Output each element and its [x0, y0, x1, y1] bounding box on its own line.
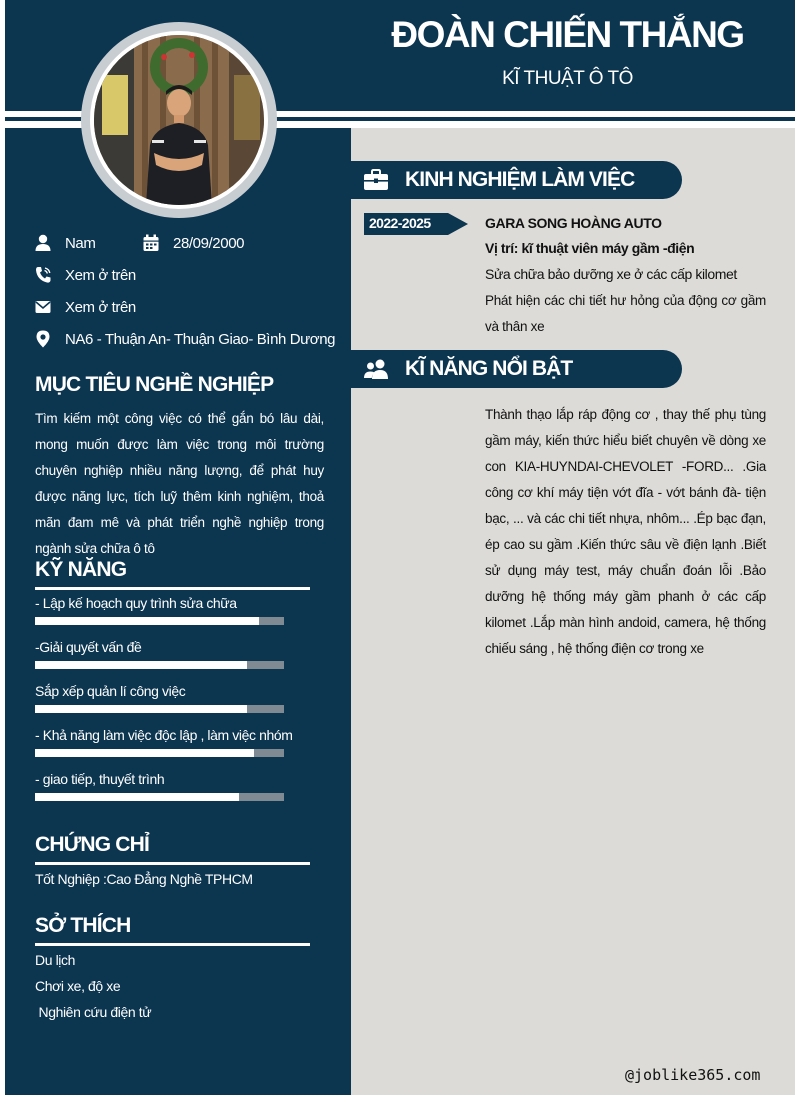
hobby-item: Chơi xe, độ xe — [35, 978, 121, 994]
phone-icon — [35, 266, 51, 284]
skills-divider — [35, 587, 310, 590]
skill-label: - Khả năng làm việc độc lập , làm việc nhóm — [35, 727, 293, 743]
skill-bar — [35, 705, 284, 713]
highlight-skills-banner — [351, 350, 682, 388]
envelope-icon — [35, 298, 51, 316]
experience-duty: Phát hiện các chi tiết hư hỏng của động cơ gầm và thân xe — [485, 293, 766, 334]
profile-photo — [94, 35, 264, 205]
avatar — [81, 22, 277, 218]
skill-bar — [35, 617, 284, 625]
address-value: NA6 - Thuận An- Thuận Giao- Bình Dương — [65, 331, 336, 348]
skill-bar — [35, 793, 284, 801]
hobbies-divider — [35, 943, 310, 946]
hobby-item: Du lịch — [35, 952, 75, 968]
experience-duty: Sửa chữa bảo dưỡng xe ở các cấp kilomet — [485, 266, 737, 282]
objective-title: MỤC TIÊU NGHỀ NGHIỆP — [35, 373, 274, 396]
experience-period: 2022-2025 — [369, 215, 431, 231]
resume-page — [5, 0, 795, 1095]
experience-company: GARA SONG HOÀNG AUTO — [485, 215, 662, 231]
skill-bar — [35, 661, 284, 669]
birthday-value: 28/09/2000 — [173, 235, 245, 252]
objective-text: Tìm kiếm một công việc có thể gắn bó lâu dài, mong muốn được làm việc trong môi trường chuyên nghiệp nhiều năng lượng, để phát huy được năng lực, tích luỹ thêm kinh nghiệm, thoả mãn đam mê và phát triển nghề nghiệp trong ngành sửa chữa ô tô — [35, 411, 324, 556]
skill-label: - giao tiếp, thuyết trình — [35, 771, 165, 787]
candidate-name: ĐOÀN CHIẾN THẮNG — [391, 14, 744, 55]
hobby-item: Nghiên cứu điện tử — [35, 1004, 152, 1020]
skill-bar-fill — [35, 661, 247, 669]
skill-bar — [35, 749, 284, 757]
skill-label: -Giải quyết vấn đề — [35, 639, 142, 655]
skill-bar-fill — [35, 705, 247, 713]
highlight-skills-text: Thành thạo lắp ráp động cơ , thay thế phụ tùng gầm máy, kiến thức hiểu biết chuyên về dòng xe con KIA-HUYNDAI-CHEVOLET -FORD... .Gia công cơ khí máy tiện vớt đĩa - vớt bánh đà- tiện bạc, ... và các chi tiết nhựa, nhôm... .Ép bạc đạn, ép cao su gầm .Kiến thức sâu về điện lạnh .Biết sử dụng máy test, máy chuẩn đoán lỗi .Bảo dưỡng hệ thống máy gầm phanh ở các cấp kilomet .Lắp màn hình andoid, camera, hệ thống chiếu sáng , hệ thống điện cơ trong xe — [485, 407, 766, 656]
profile-photo-illustration — [94, 35, 264, 205]
skill-bar-fill — [35, 793, 239, 801]
user-icon — [35, 234, 51, 252]
certificates-divider — [35, 862, 310, 865]
skill-bar-fill — [35, 617, 259, 625]
certificates-title: CHỨNG CHỈ — [35, 833, 150, 856]
sidebar — [5, 128, 351, 1095]
hobbies-title: SỞ THÍCH — [35, 914, 131, 937]
phone-value: Xem ở trên — [65, 267, 136, 284]
gender-value: Nam — [65, 235, 96, 252]
calendar-icon — [143, 234, 159, 252]
users-icon — [363, 358, 389, 380]
skill-label: Sắp xếp quản lí công việc — [35, 683, 186, 699]
skill-bar-fill — [35, 749, 254, 757]
job-title: KĨ THUẬT Ô TÔ — [502, 68, 633, 89]
certificate-item: Tốt Nghiệp :Cao Đẳng Nghề TPHCM — [35, 871, 253, 887]
experience-banner — [351, 161, 682, 199]
highlight-skills-title: KĨ NĂNG NỔI BẬT — [405, 357, 573, 380]
skill-label: - Lập kế hoạch quy trình sửa chữa — [35, 595, 237, 611]
experience-position: Vị trí: kĩ thuật viên máy gầm -điện — [485, 240, 695, 256]
email-value: Xem ở trên — [65, 299, 136, 316]
briefcase-icon — [363, 169, 389, 191]
experience-period-tag — [364, 213, 468, 235]
experience-title: KINH NGHIỆM LÀM VIỆC — [405, 168, 635, 191]
skills-title: KỸ NĂNG — [35, 558, 127, 581]
location-pin-icon — [35, 330, 51, 348]
watermark: @joblike365.com — [625, 1066, 761, 1084]
